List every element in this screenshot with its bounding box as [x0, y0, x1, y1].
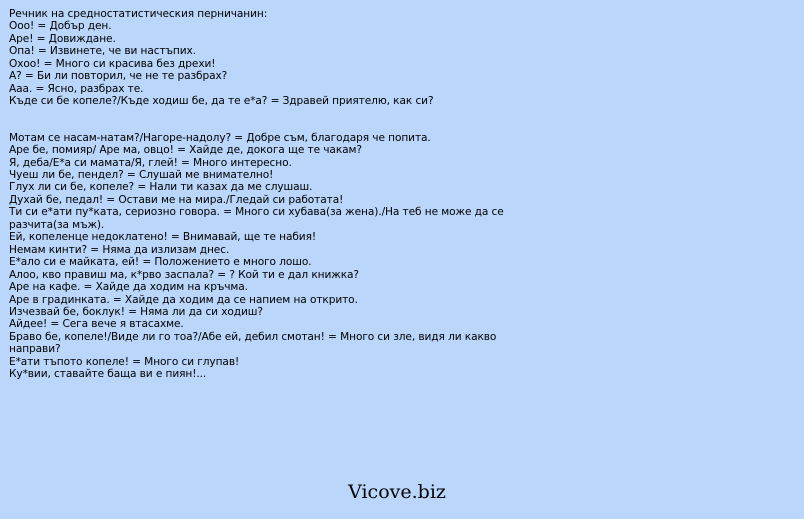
text-line: А? = Би ли повторил, че не те разбрах?: [9, 70, 228, 83]
text-line: Ей, копеленце недоклатено! = Внимавай, ще те набия!: [9, 231, 317, 244]
text-line: Ааа. = Ясно, разбрах те.: [9, 82, 144, 95]
text-line: Аре в градинката. = Хайде да ходим да се напием на открито.: [9, 293, 358, 306]
dictionary-text: [9, 8, 529, 381]
text-line: Аре бе, помияр/ Аре ма, овцо! = Хайде де, докога ще те чакам?: [9, 144, 362, 157]
text-line: Аре! = Довиждане.: [9, 32, 116, 45]
text-line: Е*ати тъпото копеле! = Много си глупав!: [9, 355, 240, 368]
text-line: Аре на кафе. = Хайде да ходим на кръчма.: [9, 281, 248, 294]
paragraph-gap: [9, 108, 529, 132]
text-line: Изчезвай бе, боклук! = Няма ли да си ходиш?: [9, 305, 263, 318]
text-line: Ти си е*ати пу*ката, сериозно говора. = Много си хубава(за жена)./На теб не може да се разчита(за мъж).: [9, 206, 507, 231]
text-line: Айдее! = Сега вече я втасахме.: [9, 318, 184, 331]
phrases-block: [9, 132, 529, 381]
text-line: Охоо! = Много си красива без дрехи!: [9, 57, 216, 70]
text-line: Мотам се насам-натам?/Нагоре-надолу? = Добре съм, благодаря че попита.: [9, 131, 431, 144]
text-line: Ооо! = Добър ден.: [9, 20, 112, 33]
text-line: Ку*вии, ставайте баща ви е пиян!...: [9, 368, 207, 381]
text-line: Речник на средностатистическия перничанин:: [9, 8, 268, 20]
text-line: Глух ли си бе, копеле? = Нали ти казах да ме слушаш.: [9, 181, 313, 194]
text-line: Алоо, кво правиш ма, к*рво заспала? = ? Кой ти е дал книжка?: [9, 268, 359, 281]
text-line: Къде си бе копеле?/Къде ходиш бе, да те е*а? = Здравей приятелю, как си?: [9, 95, 434, 108]
text-line: Я, деба/Е*а си мамата/Я, глей! = Много интересно.: [9, 156, 292, 169]
intro-block: [9, 8, 529, 108]
text-line: Е*ало си е майката, ей! = Положението е много лошо.: [9, 256, 312, 269]
text-line: Чуеш ли бе, пендел? = Слушай ме внимателно!: [9, 168, 274, 181]
text-line: Браво бе, копеле!/Виде ли го тоа?/Абе ей, дебил смотан! = Много си зле, видя ли какво направи?: [9, 330, 500, 356]
text-line: Опа! = Извинете, че ви настъпих.: [9, 45, 196, 58]
site-watermark: Vicove.biz: [348, 481, 446, 503]
text-line: Духай бе, педал! = Остави ме на мира./Гледай си работата!: [9, 193, 344, 206]
text-line: Немам кинти? = Няма да излизам днес.: [9, 243, 230, 256]
